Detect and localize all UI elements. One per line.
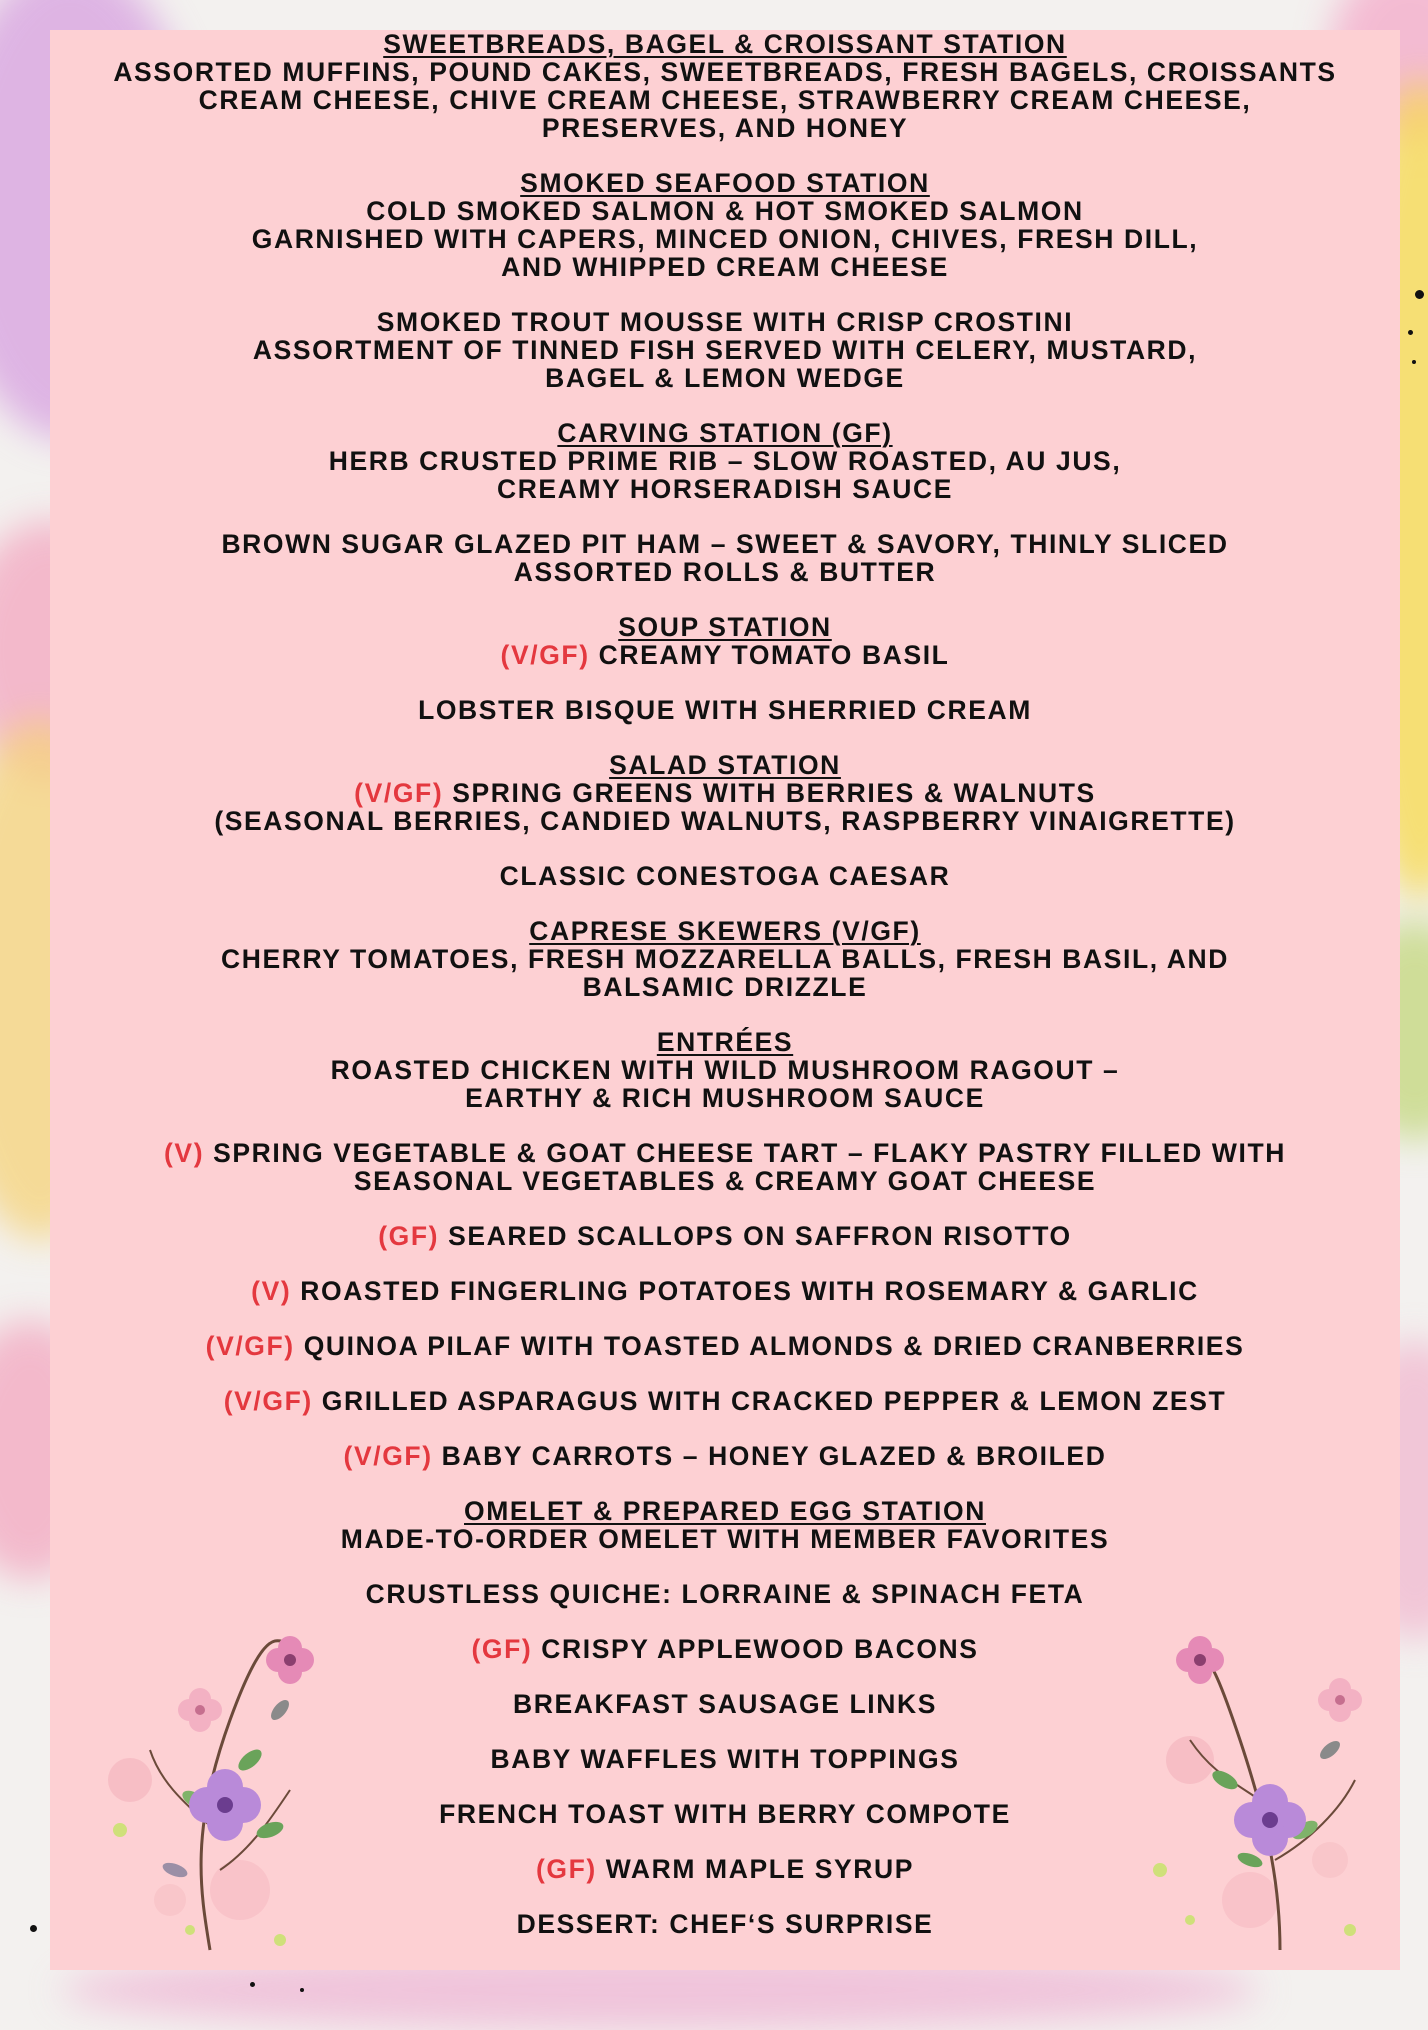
menu-item	[50, 58, 1400, 86]
item-text: BALSAMIC DRIZZLE	[582, 972, 868, 1002]
item-text: ASSORTED ROLLS & BUTTER	[513, 557, 937, 587]
menu-section	[50, 751, 1400, 835]
menu-item	[50, 364, 1400, 392]
item-text: ROASTED CHICKEN WITH WILD MUSHROOM RAGOUT –	[330, 1055, 1120, 1085]
menu-section	[50, 1387, 1400, 1415]
item-text: MADE-TO-ORDER OMELET WITH MEMBER FAVORITES	[340, 1524, 1110, 1554]
menu-section	[50, 1442, 1400, 1470]
menu-item	[50, 1056, 1400, 1084]
item-text: CREAM CHEESE, CHIVE CREAM CHEESE, STRAWBERRY CREAM CHEESE,	[198, 85, 1252, 115]
menu-item	[50, 779, 1400, 807]
dietary-tag: (V/GF)	[205, 1331, 295, 1361]
item-text: CREAMY TOMATO BASIL	[598, 640, 950, 670]
menu-item	[50, 558, 1400, 586]
floral-ornament-right	[1130, 1630, 1400, 1960]
item-text: CRISPY APPLEWOOD BACONS	[541, 1634, 979, 1664]
menu-item	[50, 1525, 1400, 1553]
menu-item	[50, 1332, 1400, 1360]
item-text: HERB CRUSTED PRIME RIB – SLOW ROASTED, AU JUS,	[328, 446, 1122, 476]
menu-item	[50, 253, 1400, 281]
item-text: SPRING VEGETABLE & GOAT CHEESE TART – FLAKY PASTRY FILLED WITH	[213, 1138, 1286, 1168]
item-text: BABY CARROTS – HONEY GLAZED & BROILED	[441, 1441, 1107, 1471]
menu-section	[50, 862, 1400, 890]
dietary-tag: (V)	[251, 1276, 292, 1306]
item-text: CRUSTLESS QUICHE: LORRAINE & SPINACH FETA	[365, 1579, 1085, 1609]
item-text: GARNISHED WITH CAPERS, MINCED ONION, CHIVES, FRESH DILL,	[251, 224, 1199, 254]
item-text: BAGEL & LEMON WEDGE	[545, 363, 905, 393]
item-text: SALAD STATION	[609, 750, 841, 780]
item-text: EARTHY & RICH MUSHROOM SAUCE	[465, 1083, 985, 1113]
dietary-tag: (V/GF)	[500, 640, 590, 670]
item-text: BREAKFAST SAUSAGE LINKS	[512, 1689, 938, 1719]
menu-section	[50, 308, 1400, 392]
menu-item	[50, 225, 1400, 253]
menu-section	[50, 613, 1400, 669]
item-text: FRENCH TOAST WITH BERRY COMPOTE	[439, 1799, 1011, 1829]
menu-item	[50, 1277, 1400, 1305]
station-heading	[50, 1028, 1400, 1056]
menu-item	[50, 447, 1400, 475]
item-text: CLASSIC CONESTOGA CAESAR	[499, 861, 951, 891]
item-text: CARVING STATION (GF)	[557, 418, 893, 448]
item-text: ASSORTMENT OF TINNED FISH SERVED WITH CELERY, MUSTARD,	[252, 335, 1198, 365]
item-text: ASSORTED MUFFINS, POUND CAKES, SWEETBREADS, FRESH BAGELS, CROISSANTS	[113, 57, 1337, 87]
dietary-tag: (V)	[164, 1138, 205, 1168]
menu-item	[50, 696, 1400, 724]
item-text: (SEASONAL BERRIES, CANDIED WALNUTS, RASPBERRY VINAIGRETTE)	[214, 806, 1236, 836]
menu-item	[50, 862, 1400, 890]
item-text: PRESERVES, AND HONEY	[541, 113, 909, 143]
item-text: DESSERT: CHEF‘S SURPRISE	[516, 1909, 934, 1939]
menu-section	[50, 1277, 1400, 1305]
item-text: CHERRY TOMATOES, FRESH MOZZARELLA BALLS, FRESH BASIL, AND	[221, 944, 1229, 974]
item-text: LOBSTER BISQUE WITH SHERRIED CREAM	[418, 695, 1032, 725]
item-text: WARM MAPLE SYRUP	[605, 1854, 915, 1884]
station-heading	[50, 419, 1400, 447]
item-text: COLD SMOKED SALMON & HOT SMOKED SALMON	[366, 196, 1084, 226]
menu-section	[50, 1139, 1400, 1195]
menu-item	[50, 641, 1400, 669]
menu-item	[50, 945, 1400, 973]
station-heading	[50, 30, 1400, 58]
menu-item	[50, 530, 1400, 558]
menu-item	[50, 308, 1400, 336]
floral-ornament-left	[80, 1630, 360, 1960]
item-text: SWEETBREADS, BAGEL & CROISSANT STATION	[383, 29, 1067, 59]
menu-section	[50, 419, 1400, 503]
menu-section	[50, 1580, 1400, 1608]
item-text: ENTRÉES	[656, 1027, 794, 1057]
menu-item	[50, 807, 1400, 835]
menu-section	[50, 1497, 1400, 1553]
station-heading	[50, 169, 1400, 197]
menu-item	[50, 1167, 1400, 1195]
menu-item	[50, 1084, 1400, 1112]
station-heading	[50, 1497, 1400, 1525]
menu-item	[50, 1222, 1400, 1250]
item-text: QUINOA PILAF WITH TOASTED ALMONDS & DRIED CRANBERRIES	[303, 1331, 1245, 1361]
dietary-tag: (GF)	[378, 1221, 440, 1251]
menu-item	[50, 336, 1400, 364]
item-text: BROWN SUGAR GLAZED PIT HAM – SWEET & SAVORY, THINLY SLICED	[221, 529, 1229, 559]
menu-section	[50, 1222, 1400, 1250]
menu-item	[50, 114, 1400, 142]
menu-item	[50, 1139, 1400, 1167]
station-heading	[50, 917, 1400, 945]
menu-item	[50, 1580, 1400, 1608]
item-text: AND WHIPPED CREAM CHEESE	[501, 252, 949, 282]
item-text: ROASTED FINGERLING POTATOES WITH ROSEMARY & GARLIC	[300, 1276, 1199, 1306]
menu-section	[50, 1028, 1400, 1112]
item-text: GRILLED ASPARAGUS WITH CRACKED PEPPER & LEMON ZEST	[321, 1386, 1227, 1416]
item-text: SEASONAL VEGETABLES & CREAMY GOAT CHEESE	[353, 1166, 1097, 1196]
menu-item	[50, 1387, 1400, 1415]
dietary-tag: (GF)	[535, 1854, 597, 1884]
item-text: CAPRESE SKEWERS (V/GF)	[529, 916, 921, 946]
station-heading	[50, 751, 1400, 779]
item-text: SMOKED SEAFOOD STATION	[520, 168, 930, 198]
item-text: SMOKED TROUT MOUSSE WITH CRISP CROSTINI	[376, 307, 1074, 337]
item-text: SPRING GREENS WITH BERRIES & WALNUTS	[452, 778, 1096, 808]
item-text: BABY WAFFLES WITH TOPPINGS	[490, 1744, 960, 1774]
menu-section	[50, 530, 1400, 586]
menu-item	[50, 1442, 1400, 1470]
menu-item	[50, 973, 1400, 1001]
dietary-tag: (GF)	[471, 1634, 533, 1664]
menu-item	[50, 86, 1400, 114]
menu-section	[50, 169, 1400, 281]
menu-section	[50, 30, 1400, 142]
menu-section	[50, 696, 1400, 724]
menu-item	[50, 475, 1400, 503]
menu-section	[50, 1332, 1400, 1360]
menu-panel	[50, 30, 1400, 1970]
item-text: OMELET & PREPARED EGG STATION	[464, 1496, 986, 1526]
menu-section	[50, 917, 1400, 1001]
item-text: SOUP STATION	[618, 612, 832, 642]
dietary-tag: (V/GF)	[354, 778, 444, 808]
station-heading	[50, 613, 1400, 641]
item-text: SEARED SCALLOPS ON SAFFRON RISOTTO	[448, 1221, 1072, 1251]
menu-item	[50, 197, 1400, 225]
item-text: CREAMY HORSERADISH SAUCE	[496, 474, 954, 504]
dietary-tag: (V/GF)	[223, 1386, 313, 1416]
dietary-tag: (V/GF)	[343, 1441, 433, 1471]
